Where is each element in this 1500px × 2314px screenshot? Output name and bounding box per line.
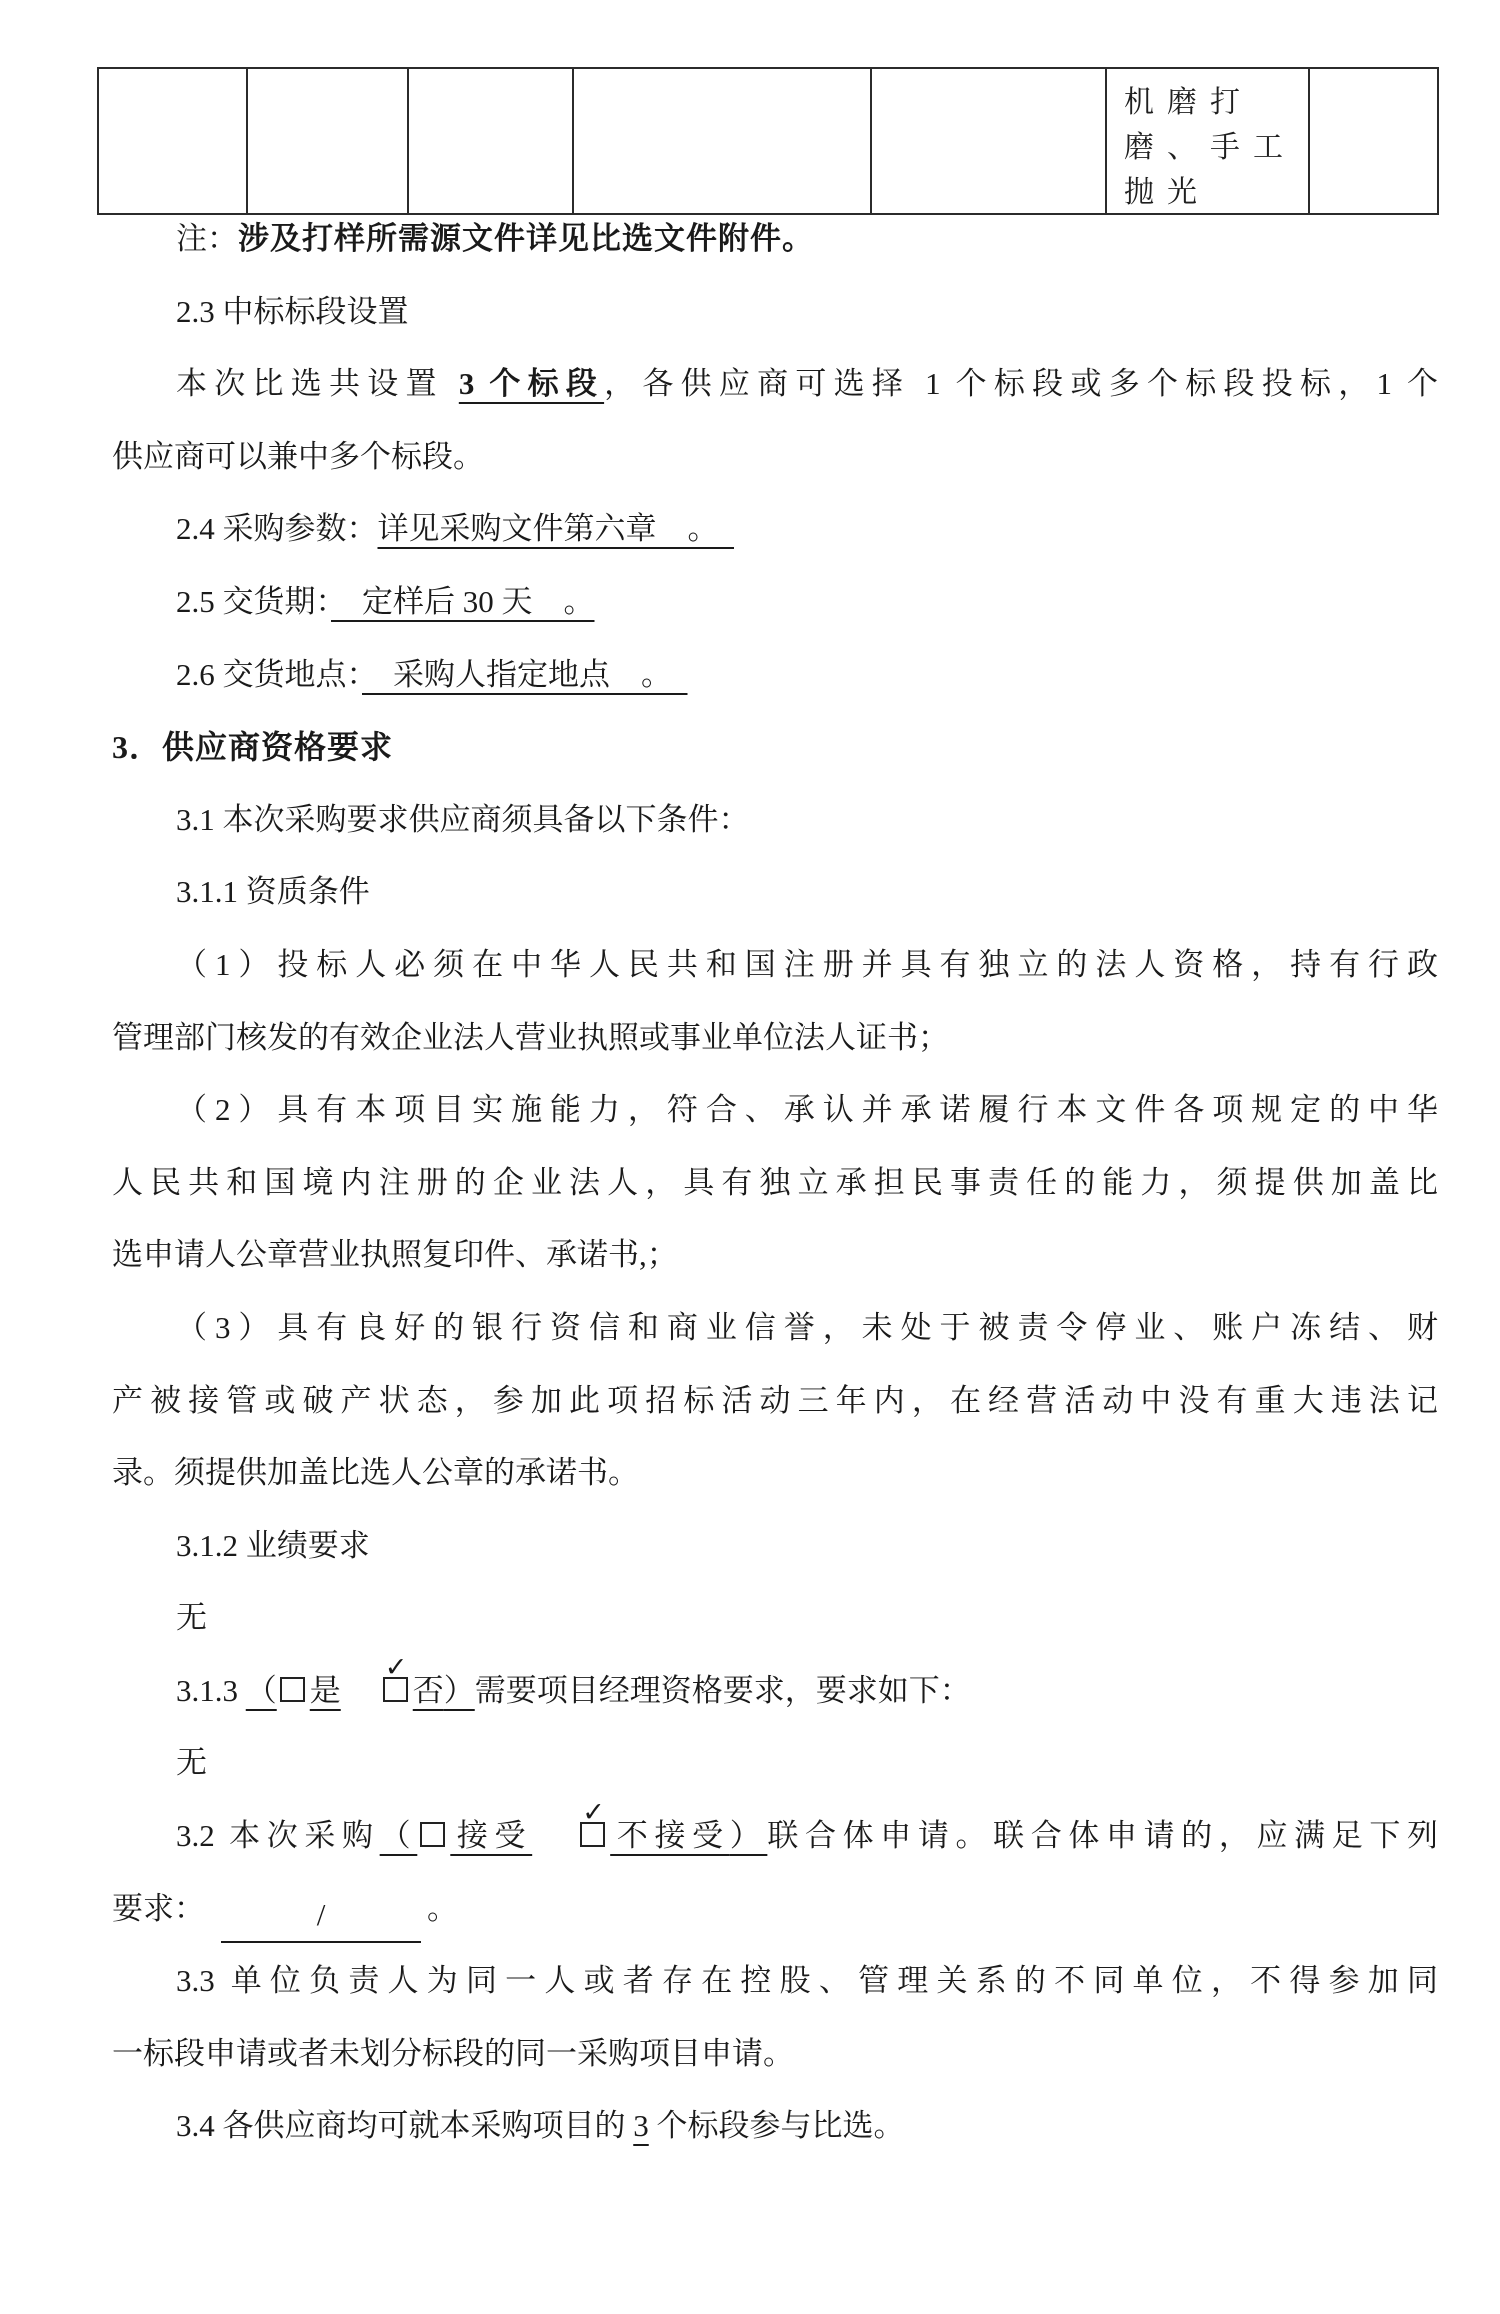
lots-text-b: ，各供应商可选择 1 个标段或多个标段投标，1 个 xyxy=(604,366,1439,402)
qual-3-text-b: 产被接管或破产状态，参加此项招标活动三年内，在经营活动中没有重大违法记 xyxy=(112,1382,1438,1418)
qual-2-line-3 xyxy=(112,1219,1438,1292)
clause-3-1-3-suffix: 需要项目经理资格要求，要求如下： xyxy=(474,1672,971,1708)
blank-fill-in xyxy=(221,1889,421,1943)
checkbox-reject-checked-icon xyxy=(580,1797,605,1847)
clause-3-4 xyxy=(112,2090,1438,2163)
qual-3-text-a: （3）具有良好的银行资信和商业信誉，未处于被责令停业、账户冻结、财 xyxy=(176,1309,1438,1345)
table-cell-4 xyxy=(572,69,870,215)
none-text-1: 无 xyxy=(176,1600,207,1636)
checkbox-no-checked-icon xyxy=(383,1651,408,1702)
lots-text-a: 本次比选共设置 xyxy=(176,366,459,402)
clause-3-4-text-b: 个标段参与比选。 xyxy=(648,2108,905,2144)
clause-3-1-text: 3.1 本次采购要求供应商须具备以下条件： xyxy=(176,801,750,837)
clause-2-3 xyxy=(112,276,1438,349)
option-reject-label: 不接受 xyxy=(610,1818,730,1854)
paren-close: ） xyxy=(729,1818,768,1854)
checkbox-accept-unchecked-icon xyxy=(420,1822,445,1847)
clause-3-2-line-2 xyxy=(112,1873,1438,1946)
qual-3-line-1 xyxy=(112,1292,1438,1365)
clause-3-3-line-1 xyxy=(112,1945,1438,2018)
table-cell-process xyxy=(1105,69,1308,215)
qual-2-text-c: 选申请人公章营业执照复印件、承诺书,； xyxy=(112,1237,678,1273)
none-value-1 xyxy=(112,1582,1438,1655)
qual-2-line-1 xyxy=(112,1074,1438,1147)
period: 。 xyxy=(427,1890,458,1926)
clause-3-1-2 xyxy=(112,1510,1438,1583)
qual-2-text-b: 人民共和国境内注册的企业法人，具有独立承担民事责任的能力，须提供加盖比 xyxy=(112,1164,1438,1200)
none-value-2 xyxy=(112,1727,1438,1800)
clause-3-2-options xyxy=(379,1797,768,1854)
qual-3-line-2 xyxy=(112,1365,1438,1438)
table-cell-7 xyxy=(1308,69,1437,215)
clause-3-1-1 xyxy=(112,856,1438,929)
section-3-heading xyxy=(112,711,1438,784)
clause-3-1-1-text: 3.1.1 资质条件 xyxy=(176,874,370,910)
clause-2-5-label: 2.5 交货期： xyxy=(176,583,331,619)
clause-3-1 xyxy=(112,784,1438,857)
document-body xyxy=(112,203,1438,2163)
paren-open: （ xyxy=(379,1818,418,1854)
option-no-label: 否 xyxy=(412,1672,444,1708)
table-cell-2 xyxy=(246,69,407,215)
lots-text-c: 供应商可以兼中多个标段。 xyxy=(112,438,484,474)
qual-1-text-a: （1）投标人必须在中华人民共和国注册并具有独立的法人资格，持有行政 xyxy=(176,946,1438,982)
process-line-3: 抛光 xyxy=(1124,176,1210,209)
clause-2-5-fill-in: 定样后 30 天 。 xyxy=(331,583,595,619)
note-label: 注： xyxy=(176,221,238,256)
process-line-2: 磨、手工 xyxy=(1124,131,1296,164)
option-yes-label: 是 xyxy=(309,1672,341,1708)
section-3-heading-text: 3．供应商资格要求 xyxy=(112,729,394,766)
paren-open: （ xyxy=(245,1672,277,1708)
lots-count-emphasis: 3 个标段 xyxy=(458,366,605,402)
requirement-label: 要求： xyxy=(112,1890,205,1926)
clause-3-1-3-options xyxy=(245,1651,475,1708)
clause-3-3-text-a: 3.3 单位负责人为同一人或者存在控股、管理关系的不同单位，不得参加同 xyxy=(176,1963,1438,1999)
check-mark-icon: ✓ xyxy=(582,1797,605,1829)
qual-1-line-2 xyxy=(112,1002,1438,1075)
clause-2-6 xyxy=(112,639,1438,712)
clause-2-5 xyxy=(112,566,1438,639)
qual-1-text-b: 管理部门核发的有效企业法人营业执照或事业单位法人证书； xyxy=(112,1019,949,1055)
clause-3-1-3 xyxy=(112,1651,1438,1728)
clause-2-6-label: 2.6 交货地点： xyxy=(176,656,362,692)
clause-2-4-fill-in: 详见采购文件第六章 。 xyxy=(377,511,734,547)
note-bold-text: 涉及打样所需源文件详见比选文件附件。 xyxy=(238,221,814,256)
para-lots-line-1 xyxy=(112,348,1438,421)
clause-3-2-line-1 xyxy=(112,1797,1439,1873)
clause-3-3-text-b: 一标段申请或者未划分标段的同一采购项目申请。 xyxy=(112,2035,794,2071)
clause-2-6-fill-in: 采购人指定地点 。 xyxy=(362,656,688,692)
clause-3-2-suffix: 联合体申请。联合体申请的，应满足下列 xyxy=(767,1818,1439,1854)
slash-placeholder: / xyxy=(316,1896,326,1932)
para-lots-line-2 xyxy=(112,421,1438,494)
none-text-2: 无 xyxy=(176,1745,207,1781)
table-cell-1 xyxy=(99,69,246,215)
qual-3-line-3 xyxy=(112,1437,1438,1510)
clause-2-3-text: 2.3 中标标段设置 xyxy=(176,293,409,329)
clause-3-1-2-text: 3.1.2 业绩要求 xyxy=(176,1527,370,1563)
clause-3-4-count: 3 xyxy=(633,2108,649,2144)
clause-3-2-label: 3.2 本次采购 xyxy=(176,1818,380,1854)
qual-2-line-2 xyxy=(112,1147,1438,1220)
clause-2-4 xyxy=(112,493,1438,566)
qual-1-line-1 xyxy=(112,929,1438,1002)
checkbox-yes-unchecked-icon xyxy=(280,1677,305,1702)
process-line-1: 机磨打 xyxy=(1124,86,1253,119)
table-cell-5 xyxy=(870,69,1105,215)
clause-2-4-label: 2.4 采购参数： xyxy=(176,511,378,547)
paren-close: ） xyxy=(443,1672,475,1708)
qual-2-text-a: （2）具有本项目实施能力，符合、承认并承诺履行本文件各项规定的中华 xyxy=(176,1092,1438,1128)
table-cell-3 xyxy=(407,69,572,215)
qual-3-text-c: 录。须提供加盖比选人公章的承诺书。 xyxy=(112,1455,639,1491)
check-mark-icon: ✓ xyxy=(384,1651,408,1683)
clause-3-4-text-a: 3.4 各供应商均可就本采购项目的 xyxy=(176,2108,634,2144)
option-accept-label: 接受 xyxy=(450,1818,533,1854)
spec-table xyxy=(97,67,1439,215)
clause-3-3-line-2 xyxy=(112,2018,1438,2091)
clause-3-1-3-label: 3.1.3 xyxy=(176,1672,238,1708)
note-line xyxy=(112,203,1438,276)
